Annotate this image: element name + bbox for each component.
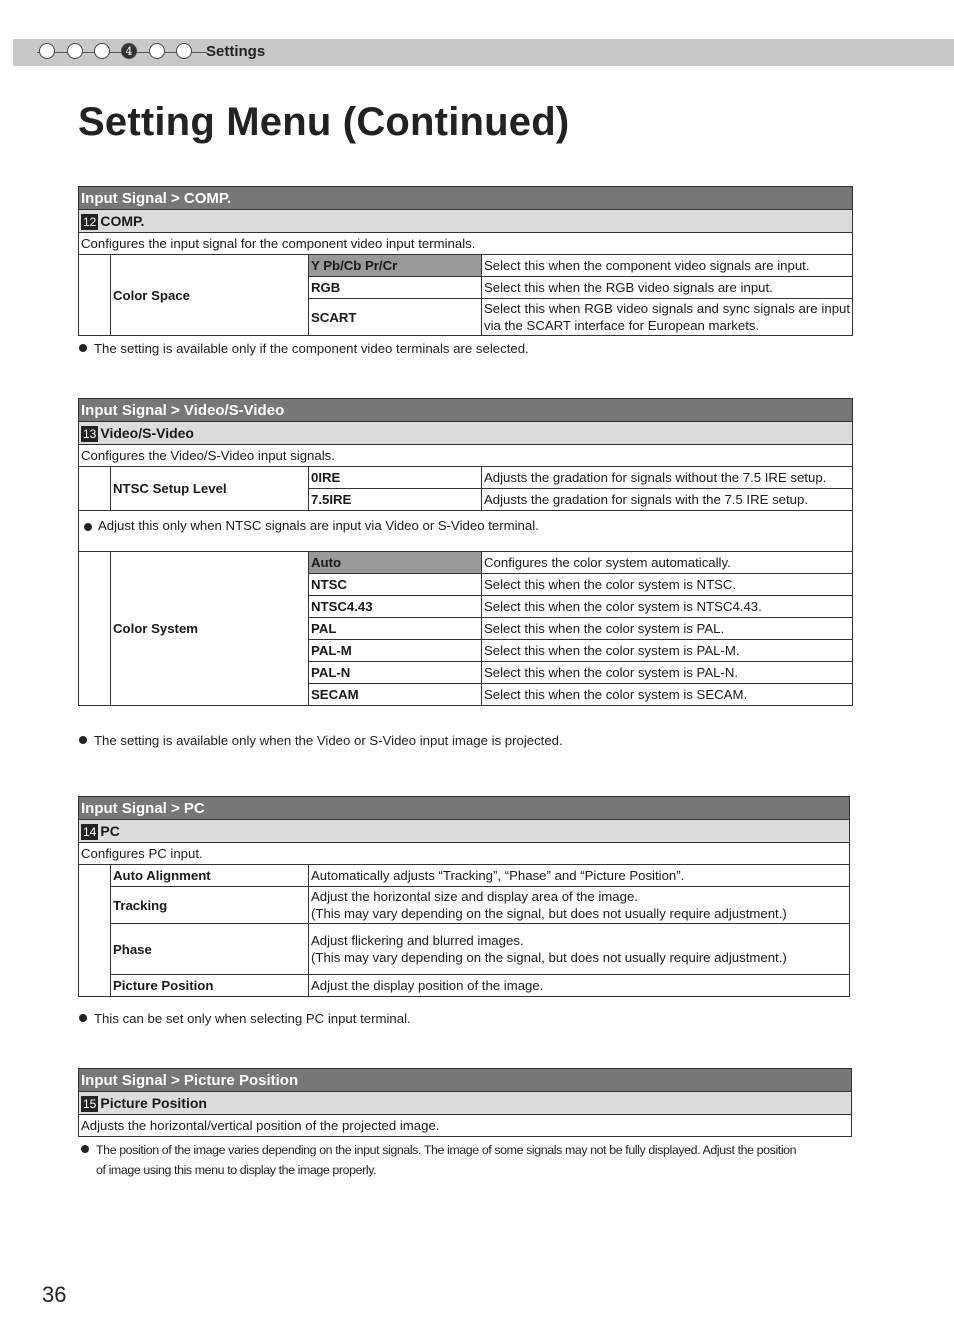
option-desc: Select this when the color system is PAL-M. bbox=[482, 640, 853, 662]
option-name: PAL-M bbox=[309, 640, 482, 662]
table-subheading bbox=[79, 1092, 852, 1115]
note-text: Adjust this only when NTSC signals are input via Video or S-Video terminal. bbox=[98, 518, 539, 533]
item-number: 12 bbox=[83, 214, 97, 229]
option-name: Auto bbox=[309, 552, 482, 574]
option-name: NTSC bbox=[309, 574, 482, 596]
option-desc: Select this when the color system is PAL-N. bbox=[482, 662, 853, 684]
bullet-icon bbox=[84, 523, 92, 531]
subheading-label: Picture Position bbox=[100, 1094, 207, 1111]
subheading-label: PC bbox=[100, 822, 120, 839]
setting-label: Phase bbox=[111, 924, 309, 975]
step-circle bbox=[67, 43, 83, 59]
note bbox=[79, 1011, 411, 1026]
desc-line: Adjust the horizontal size and display area of the image. bbox=[311, 889, 638, 904]
option-name: 0IRE bbox=[309, 467, 482, 489]
option-name: Y Pb/Cb Pr/Cr bbox=[309, 255, 482, 277]
option-name: NTSC4.43 bbox=[309, 596, 482, 618]
page-number: 36 bbox=[42, 1282, 67, 1307]
step-circle-current: 4 bbox=[121, 43, 137, 59]
option-desc: Adjusts the gradation for signals without the 7.5 IRE setup. bbox=[482, 467, 853, 489]
table-description: Configures PC input. bbox=[79, 843, 850, 865]
desc-line: (This may vary depending on the signal, but does not usually require adjustment.) bbox=[311, 906, 787, 921]
option-desc: Select this when the color system is PAL. bbox=[482, 618, 853, 640]
note-text: The position of the image varies depending on the input signals. The image of some signals may not be fully displayed. Adjust the position bbox=[96, 1143, 797, 1157]
item-number: 15 bbox=[83, 1096, 97, 1111]
bullet-icon bbox=[79, 344, 87, 352]
setting-label: NTSC Setup Level bbox=[111, 467, 309, 511]
step-circle bbox=[39, 43, 55, 59]
option-desc: Select this when the RGB video signals are input. bbox=[482, 277, 853, 299]
indent-cell bbox=[79, 467, 111, 511]
item-number: 14 bbox=[83, 824, 97, 839]
pc-table bbox=[78, 796, 850, 997]
note-text: The setting is available only if the component video terminals are selected. bbox=[94, 341, 529, 356]
table-subheading bbox=[79, 422, 853, 445]
comp-table bbox=[78, 186, 853, 336]
desc-line: Adjust flickering and blurred images. bbox=[311, 933, 524, 948]
option-desc: Adjusts the gradation for signals with the 7.5 IRE setup. bbox=[482, 489, 853, 511]
section-header-bar bbox=[13, 39, 954, 66]
option-desc: Select this when RGB video signals and sync signals are input via the SCART interface for European markets. bbox=[482, 299, 853, 336]
table-description: Configures the Video/S-Video input signals. bbox=[79, 445, 853, 467]
setting-label: Color Space bbox=[111, 255, 309, 336]
option-name: SECAM bbox=[309, 684, 482, 706]
table-heading: Input Signal > COMP. bbox=[79, 187, 853, 210]
setting-desc bbox=[309, 887, 850, 924]
setting-label: Tracking bbox=[111, 887, 309, 924]
item-number: 13 bbox=[83, 426, 97, 441]
bullet-icon bbox=[79, 736, 87, 744]
setting-label: Auto Alignment bbox=[111, 865, 309, 887]
table-heading: Input Signal > Picture Position bbox=[79, 1069, 852, 1092]
option-desc: Select this when the color system is NTSC. bbox=[482, 574, 853, 596]
note-text: The setting is available only when the Video or S-Video input image is projected. bbox=[94, 733, 563, 748]
option-desc: Configures the color system automatically. bbox=[482, 552, 853, 574]
indent-cell bbox=[79, 255, 111, 336]
option-desc: Select this when the color system is SECAM. bbox=[482, 684, 853, 706]
option-name: RGB bbox=[309, 277, 482, 299]
note-text: of image using this menu to display the image properly. bbox=[96, 1163, 377, 1177]
bullet-icon bbox=[79, 1014, 87, 1022]
setting-desc: Automatically adjusts “Tracking”, “Phase” and “Picture Position”. bbox=[309, 865, 850, 887]
section-label: Settings bbox=[206, 43, 266, 60]
setting-desc bbox=[309, 924, 850, 975]
option-desc: Select this when the component video signals are input. bbox=[482, 255, 853, 277]
setting-desc: Adjust the display position of the image. bbox=[309, 975, 850, 997]
table-description: Configures the input signal for the component video input terminals. bbox=[79, 233, 853, 255]
indent-cell bbox=[79, 552, 111, 706]
table-description: Adjusts the horizontal/vertical position of the projected image. bbox=[79, 1115, 852, 1137]
note bbox=[79, 341, 529, 356]
table-subheading bbox=[79, 820, 850, 843]
note-text: This can be set only when selecting PC input terminal. bbox=[94, 1011, 411, 1026]
note bbox=[81, 1140, 881, 1180]
table-subheading bbox=[79, 210, 853, 233]
table-heading: Input Signal > Video/S-Video bbox=[79, 399, 853, 422]
option-desc: Select this when the color system is NTSC4.43. bbox=[482, 596, 853, 618]
page-title: Setting Menu (Continued) bbox=[78, 100, 570, 144]
option-name: PAL bbox=[309, 618, 482, 640]
picpos-table bbox=[78, 1068, 852, 1137]
step-circle bbox=[149, 43, 165, 59]
subheading-label: Video/S-Video bbox=[100, 424, 194, 441]
step-circle bbox=[176, 43, 192, 59]
setting-label: Picture Position bbox=[111, 975, 309, 997]
step-circle bbox=[94, 43, 110, 59]
option-name: SCART bbox=[309, 299, 482, 336]
option-name: PAL-N bbox=[309, 662, 482, 684]
note bbox=[79, 733, 563, 748]
desc-line: (This may vary depending on the signal, but does not usually require adjustment.) bbox=[311, 950, 787, 965]
bullet-icon bbox=[81, 1145, 89, 1153]
subheading-label: COMP. bbox=[100, 212, 145, 229]
video-table bbox=[78, 398, 853, 706]
indent-cell bbox=[79, 865, 111, 997]
setting-label: Color System bbox=[111, 552, 309, 706]
table-heading: Input Signal > PC bbox=[79, 797, 850, 820]
inline-note bbox=[79, 511, 853, 552]
option-name: 7.5IRE bbox=[309, 489, 482, 511]
